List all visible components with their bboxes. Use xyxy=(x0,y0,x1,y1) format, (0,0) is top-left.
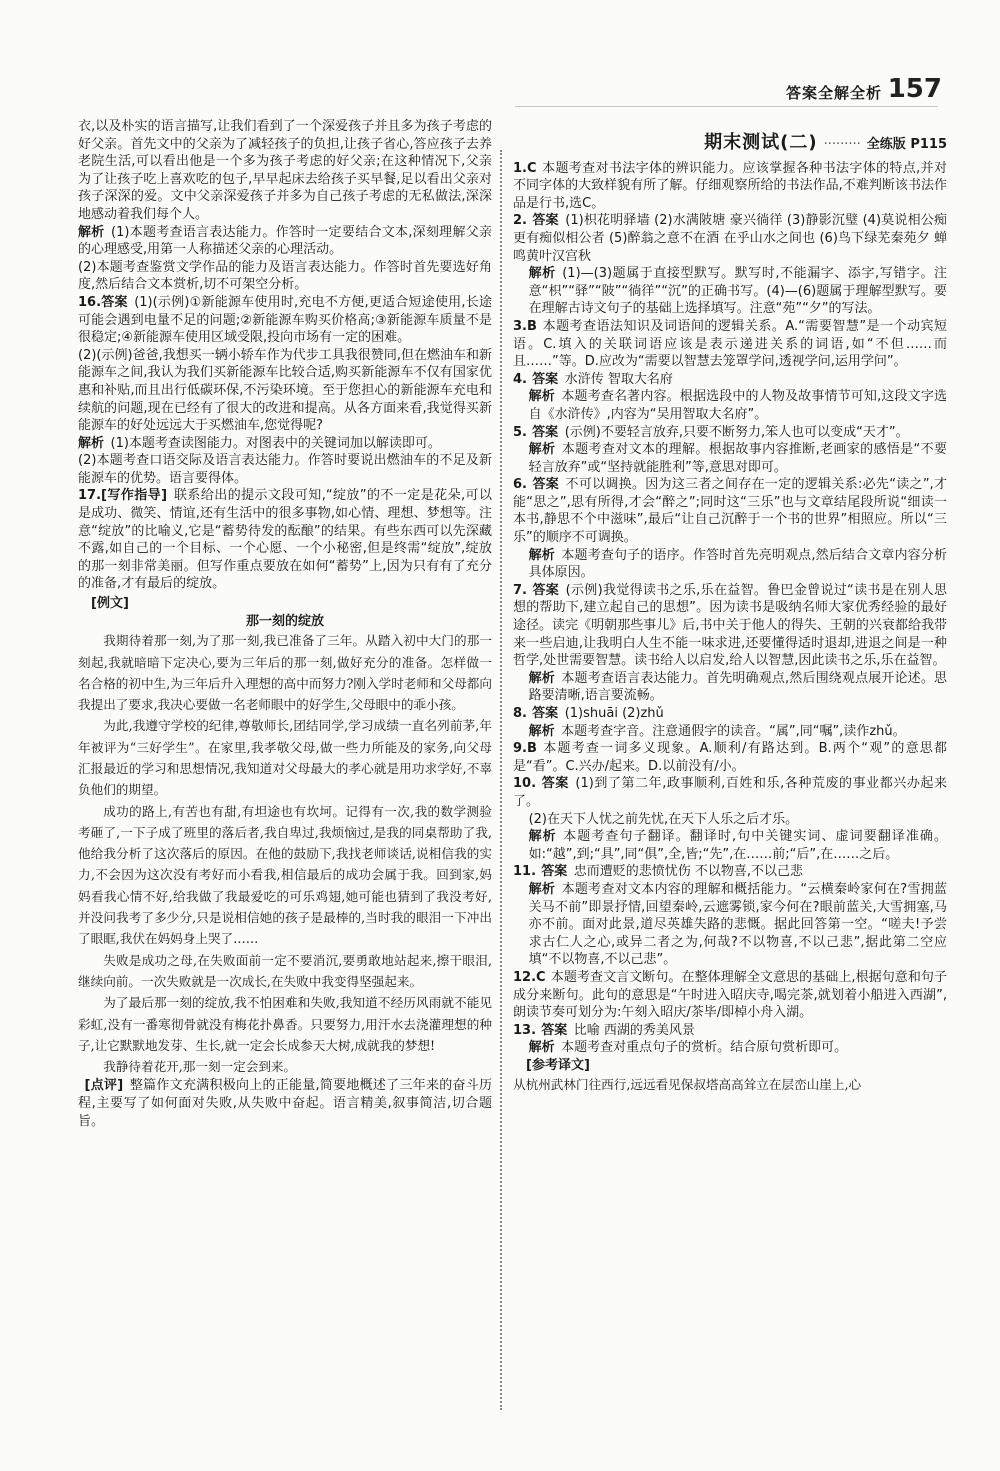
answer-text: 本题考查对文本内容的理解和概括能力。“云横秦岭家何在?雪拥蓝关马不前”即景抒情,回望秦岭,云遮雾锁,家今何在?眼前蓝关,大雪拥塞,马亦不前。面对此景,道尽英雄失路的悲慨。据此回答第一空。“嗟夫!予尝求古仁人之心,或异二者之为,何哉?不以物喜,不以己悲”,据此第二空应填“不以物喜,不以己悲”。 xyxy=(528,881,947,968)
section-ref: 全练版 P115 xyxy=(866,137,947,152)
answer-item xyxy=(513,740,947,775)
writing-guide-label: [写作指导] xyxy=(101,488,168,504)
q16-answer-2: (2)(示例)爸爸,我想买一辆小轿车作为代步工具我很赞同,但在燃油车和新能源车之间,我认为我们买新能源车比较合适,购买新能源车不仅有国家优惠和补贴,而且出行低碳环保,不污染环境。至于您担心的新能源车充电和续航的问题,现在已经有了很大的改进和提高。从各方面来看,我觉得买新能源车的好处远远大于买燃油车,您觉得呢? xyxy=(78,347,492,434)
question-number: 12.C xyxy=(513,969,546,985)
answer-item xyxy=(513,212,947,265)
answer-text: 本题考查对书法字体的辨识能力。应该掌握各种书法字体的特点,并对不同字体的大致样貌有所了解。仔细观察所给的书法作品,不难判断该书法作品是行书,选C。 xyxy=(513,160,947,211)
question-number: 10. xyxy=(513,776,537,792)
answer-text: 本题考查对文本的理解。根据故事内容推断,老画家的感悟是“不要轻言放弃”或“坚持就能胜利”等,意思对即可。 xyxy=(528,442,947,475)
question-number: 2. xyxy=(513,213,527,229)
q16-analysis-2: (2)本题考查口语交际及语言表达能力。作答时要说出燃油车的不足及新能源车的优势。语言要得体。 xyxy=(78,453,492,486)
essay-paragraph: 为了最后那一刻的绽放,我不怕困难和失败,我知道不经历风雨就不能见彩虹,没有一番寒彻骨就没有梅花扑鼻香。只要努力,用汗水去浇灌理想的种子,让它默默地发芽、生长,就一定会长成参天大树,成就我的梦想! xyxy=(78,995,492,1053)
answer-text: 本题考查文言文断句。在整体理解全文意思的基础上,根据句意和句子成分来断句。此句的意思是“午时进入昭庆寺,喝完茶,就划着小船进入西湖”,朗读节奏可划分为:午刻入昭庆/茶毕/即棹小舟入湖。 xyxy=(513,969,947,1021)
analysis-label: 解析 xyxy=(78,224,105,240)
answer-label: 答案 xyxy=(532,706,559,721)
answer-text: 本题考查一词多义现象。A.顺利/有路达到。B.两个“观”的意思都是“看”。C.兴办/起来。D.以前没有/小。 xyxy=(513,741,947,774)
essay-paragraph: 我静待着花开,那一刻一定会到来。 xyxy=(103,1059,297,1075)
left-column xyxy=(78,118,492,1130)
analysis-label: 解析 xyxy=(78,435,105,451)
section-heading xyxy=(513,134,947,154)
question-number: 11. xyxy=(513,864,537,880)
question-number: 8. xyxy=(513,706,527,721)
question-number: 16. xyxy=(78,294,102,310)
answer-label: 答案 xyxy=(101,294,128,310)
answer-text: 水浒传 智取大名府 xyxy=(564,371,673,387)
answer-label: 答案 xyxy=(532,213,559,229)
answer-item xyxy=(513,670,947,705)
answer-text: 本题考查名著内容。根据选段中的人物及故事情节可知,这段文字选自《水浒传》,内容为“吴用智取大名府”。 xyxy=(528,389,947,422)
essay-paragraph: 失败是成功之母,在失败面前一定不要消沉,要勇敢地站起来,擦干眼泪,继续向前。一次失败就是一次成长,在失败中我变得坚强起来。 xyxy=(78,952,492,989)
analysis-label: 解析 xyxy=(528,670,555,686)
analysis-label: 解析 xyxy=(528,442,556,458)
answer-text: (1)shuāi (2)zhǔ xyxy=(564,706,664,721)
answer-text: 本题考查句子的语序。作答时首先亮明观点,然后结合文章内容分析具体原因。 xyxy=(528,547,947,581)
analysis-label: 解析 xyxy=(528,547,555,563)
page-header xyxy=(0,0,1000,104)
answer-item xyxy=(513,1039,947,1057)
answer-label: 答案 xyxy=(532,582,560,598)
q15-answer-tail: 衣,以及朴实的语言描写,让我们看到了一个深爱孩子并且多为孩子考虑的好父亲。首先文中的父亲为了减轻孩子的负担,让孩子省心,答应孩子去养老院生活,可以看出他是一个多为孩子考虑的好父亲;在这种情况下,父亲为了让孩子吃上喜欢吃的包子,早早起床去给孩子买早餐,足以看出父亲对孩子深深的爱。文中父亲深爱孩子并多为自己孩子考虑的无私做法,深深地感动着我们每个人。 xyxy=(78,119,492,222)
comment: [点评] 整篇作文充满积极向上的正能量,简要地概述了三年来的奋斗历程,主要写了如何面对失败,从失败中奋起。语言精美,叙事简洁,切合题旨。 xyxy=(78,1078,492,1129)
page-number: 157 xyxy=(887,74,942,104)
answer-item xyxy=(513,811,947,829)
answer-item xyxy=(513,318,947,371)
question-number: 3.B xyxy=(513,318,537,334)
answer-list xyxy=(513,160,947,1057)
answer-text: 本题考查字音。注意通假字的读音。“属”,同“嘱”,读作zhǔ。 xyxy=(561,723,906,739)
analysis-label: 解析 xyxy=(528,723,555,739)
answer-item xyxy=(513,265,947,318)
analysis-label: 解析 xyxy=(528,389,555,405)
question-number: 4. xyxy=(513,371,527,387)
answer-label: 答案 xyxy=(541,864,568,880)
answer-text: (1)枳花明驿墙 (2)水满陂塘 豪兴徜徉 (3)静影沉璧 (4)莫说相公痴 更有痴似相公者 (5)醉翁之意不在酒 在乎山水之间也 (6)鸟下绿芜秦苑夕 蝉鸣黄叶汉宫秋 xyxy=(513,213,947,264)
answer-text: 本题考查语言表达能力。首先明确观点,然后围绕观点展开论述。思路要清晰,语言要流畅。 xyxy=(528,670,947,704)
answer-label: 答案 xyxy=(541,776,569,792)
answer-text: (1)到了第二年,政事顺利,百姓和乐,各种荒废的事业都兴办起来了。 xyxy=(513,776,947,809)
analysis-label: 解析 xyxy=(528,881,556,897)
answer-text: 忠而遭贬的悲愤忧伤 不以物喜,不以己悲 xyxy=(573,864,803,880)
section-dots: ········· xyxy=(823,137,861,152)
answer-item xyxy=(513,424,947,442)
q15-analysis-2: (2)本题考查鉴赏文学作品的能力及语言表达能力。作答时首先要选好角度,然后结合文本赏析,切不可架空分析。 xyxy=(78,259,492,293)
answer-item xyxy=(513,476,947,546)
answer-item xyxy=(513,723,947,741)
column-divider xyxy=(500,150,502,1410)
analysis-label: 解析 xyxy=(528,829,557,845)
section-title: 期末测试(二) xyxy=(704,132,818,153)
reference-translation: 从杭州武林门往西行,远远看见保叔塔高高耸立在层峦山崖上,心 xyxy=(513,1077,862,1093)
answer-item xyxy=(513,705,947,723)
essay-title: 那一刻的绽放 xyxy=(245,613,324,629)
answer-text: 本题考查语法知识及词语间的逻辑关系。A.“需要智慧”是一个动宾短语。C.填入的关联词语应该是表示递进关系的词语,如“不但……而且……”等。D.应改为“需要以智慧去笼罩学问,透视学问,运用学问”。 xyxy=(513,318,947,370)
q16-answer-1: 16.答案 (1)(示例)①新能源车使用时,充电不方便,更适合短途使用,长途可能会遇到电量不足的问题;②新能源车购买价格高;③新能源车质量不是很稳定;④新能源车使用区域受限,投向市场有一定的困难。 xyxy=(78,294,492,346)
right-column xyxy=(513,118,947,1096)
answer-text: (1)—(3)题属于直接型默写。默写时,不能漏字、添字,写错字。注意“枳”“驿”“陂”“徜徉”“沉”的正确书写。(4)—(6)题属于理解型默写。要在理解古诗文句子的基础上选择填写。注意“苑”“夕”的写法。 xyxy=(528,266,947,317)
answer-item xyxy=(513,547,947,582)
question-number: 9.B xyxy=(513,741,537,757)
answer-text: 本题考查句子翻译。翻译时,句中关键实词、虚词要翻译准确。如:“越”,到;“具”,同“俱”,全,皆;“先”,在……前;“后”,在……之后。 xyxy=(528,829,947,862)
answer-item xyxy=(513,969,947,1022)
analysis-label: 解析 xyxy=(528,266,556,282)
analysis-label: 解析 xyxy=(528,1040,555,1056)
essay-paragraph: 为此,我遵守学校的纪律,尊敬师长,团结同学,学习成绩一直名列前茅,年年被评为“三好学生”。在家里,我孝敬父母,做一些力所能及的家务,向父母汇报最近的学习和思想情况,我知道对父母最大的孝心就是用功求学好,不辜负他们的期望。 xyxy=(78,718,492,798)
answer-text: (2)在天下人忧之前先忧,在天下人乐之后才乐。 xyxy=(528,811,799,827)
answer-label: 答案 xyxy=(532,424,559,440)
answer-label: 答案 xyxy=(532,477,560,493)
question-number: 1.C xyxy=(513,160,537,176)
question-number: 5. xyxy=(513,424,527,440)
question-number: 17. xyxy=(78,488,102,504)
answer-text: 比喻 西湖的秀美风景 xyxy=(573,1022,695,1038)
answer-item xyxy=(513,828,947,863)
answer-item xyxy=(513,582,947,670)
answer-item xyxy=(513,441,947,476)
header-rule xyxy=(515,106,938,107)
answer-item xyxy=(513,881,947,969)
answer-item xyxy=(513,863,947,881)
answer-text: (示例)我觉得读书之乐,乐在益智。鲁巴金曾说过“读书是在别人思想的帮助下,建立起自己的思想”。因为读书是吸纳名师大家优秀经验的最好途径。读完《明朝那些事儿》后,书中关于他人的得失、王朝的兴衰都给我带来一些启迪,让我明白人生不能一味求进,还要懂得适时退却,进退之间是一种哲学,处世需要智慧。读书给人以启发,给人以智慧,因此读书之乐,乐在益智。 xyxy=(513,582,947,669)
comment-label: [点评] xyxy=(84,1078,124,1094)
example-label: [例文] xyxy=(91,596,129,612)
essay-paragraph: 成功的路上,有苦也有甜,有坦途也有坎坷。记得有一次,我的数学测验考砸了,一下子成了班里的落后者,我自卑过,我烦恼过,是我的同桌帮助了我,他给我分析了这次落后的原因。在他的鼓励下,我找老师谈话,说相信我的实力,不会因为这次没有考好而小看我,相信最后的成功会属于我。回到家,妈妈看我心情不好,给我做了我最爱吃的可乐鸡翅,她可能也猜到了我没考好,并没问我考了多少分,只是说相信她的孩子是最棒的,当时我的眼泪一下冲出了眼眶,我伏在妈妈身上哭了…… xyxy=(78,803,492,947)
answer-label: 答案 xyxy=(541,1022,568,1038)
answer-item xyxy=(513,1022,947,1040)
answer-text: 不可以调换。因为这三者之间存在一定的逻辑关系:必先“读之”,才能“思之”,思有所得,才会“醉之”;同时这“三乐”也与文章结尾段所说“细读一本书,静思不个中滋味”,最后“让自己沉醉于一个书的世界”相照应。所以“三乐”的顺序不可调换。 xyxy=(513,477,947,546)
answer-text: (示例)不要轻言放弃,只要不断努力,笨人也可以变成“天才”。 xyxy=(564,424,909,440)
answer-text: 本题考查对重点句子的赏析。结合原句赏析即可。 xyxy=(561,1040,848,1056)
q17-guide: 17.[写作指导] 联系给出的提示文段可知,“绽放”的不一定是花朵,可以是成功、微笑、情谊,还有生活中的很多事物,如心情、理想、梦想等。注意“绽放”的比喻义,它是“蓄势待发的酝酿”的结果。有些东西可以先深藏不露,如自己的一个目标、一个心愿、一个小秘密,但是终需“绽放”,绽放的那一刻非常美丽。但写作重点要放在如何“蓄势”上,因为只有有了充分的准备,才有最后的绽放。 xyxy=(78,488,492,592)
reference-translation-label: [参考译文] xyxy=(526,1057,590,1073)
essay-paragraph: 我期待着那一刻,为了那一刻,我已准备了三年。从踏入初中大门的那一刻起,我就暗暗下定决心,要为三年后的那一刻,做好充分的准备。怎样做一名合格的初中生,为三年后升入理想的高中而努力?刚入学时老师和父母都向我提出了要求,我决心要做一名老师眼中的好学生,父母眼中的乖小孩。 xyxy=(78,633,492,713)
header-title: 答案全解全析 xyxy=(785,84,882,102)
q16-analysis-1: 解析 (1)本题考查读图能力。对图表中的关键词加以解读即可。 xyxy=(78,435,441,451)
question-number: 6. xyxy=(513,477,527,493)
question-number: 7. xyxy=(513,582,527,598)
answer-label: 答案 xyxy=(532,371,559,387)
essay-body xyxy=(78,630,492,1077)
question-number: 13. xyxy=(513,1022,537,1038)
answer-item xyxy=(513,160,947,213)
q15-analysis-1: 解析 (1)本题考查语言表达能力。作答时一定要结合文本,深刻理解父亲的心理感受,用第一人称描述父亲的心理活动。 xyxy=(78,224,492,258)
answer-item xyxy=(513,775,947,810)
answer-item xyxy=(513,388,947,423)
answer-item xyxy=(513,371,947,389)
